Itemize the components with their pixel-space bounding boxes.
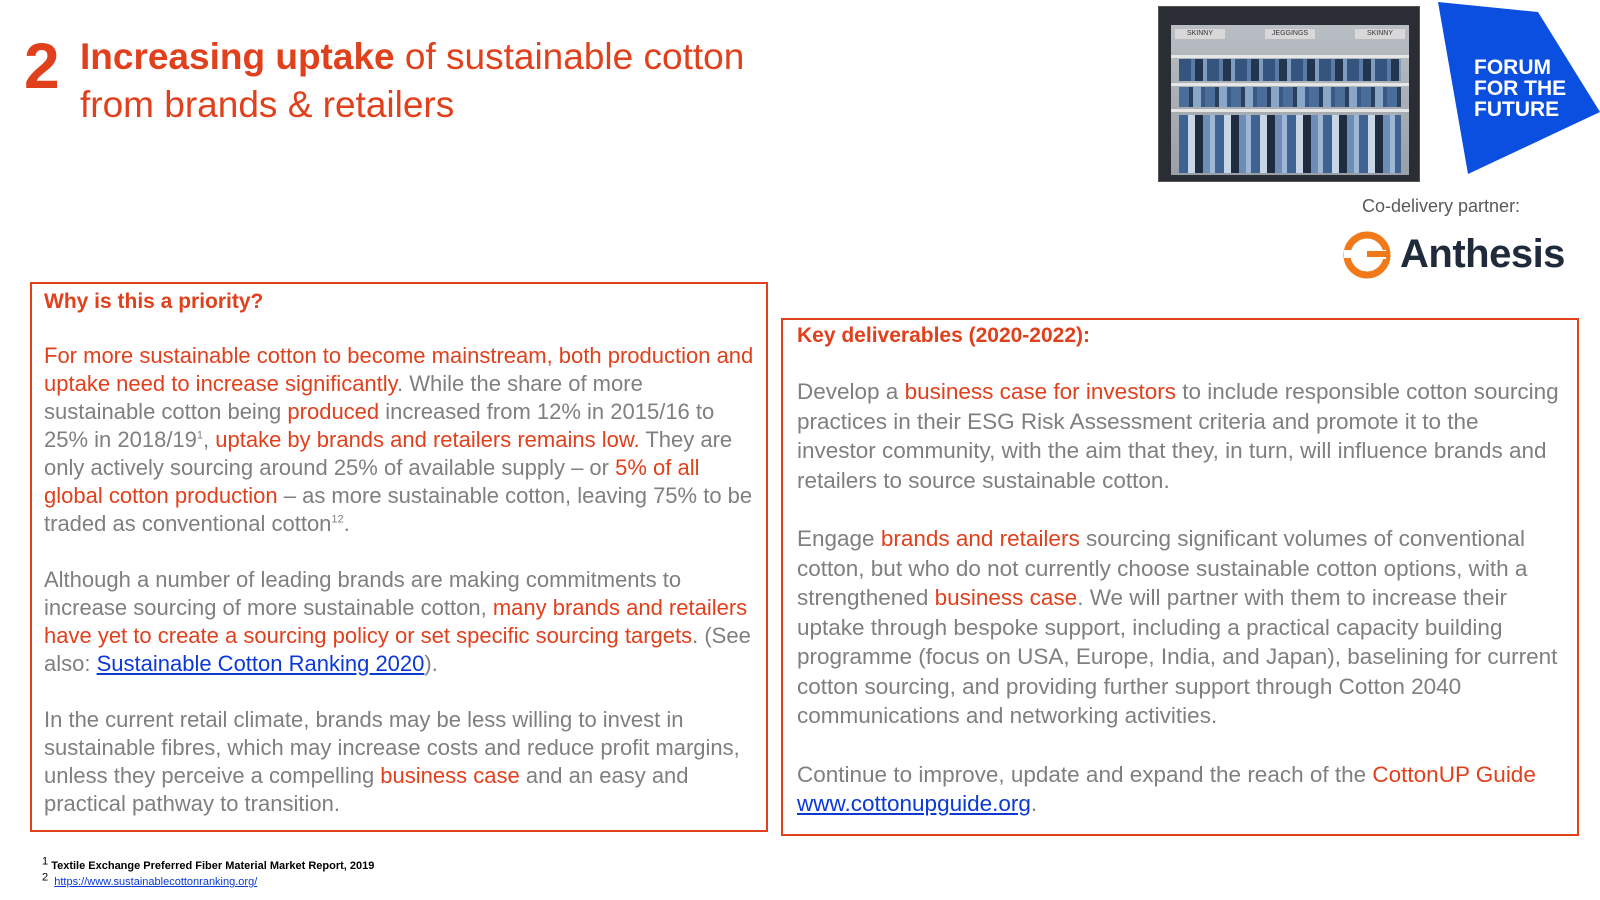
priority-paragraph-3 [44,706,754,818]
highlight-text: produced [287,399,380,424]
jeans-store-photo [1158,6,1420,182]
body-text: . [343,511,350,536]
page-title [80,33,744,129]
highlight-text: business case [380,763,520,788]
highlight-text: For more sustainable cotton to become mainstream, both production and uptake need to increase significantly [44,343,754,396]
body-text: and an easy and practical pathway to transition. [44,763,689,816]
highlight-text: 5% of all global cotton production [44,455,700,508]
body-text: Develop a [797,379,905,404]
highlight-text: many brands and retailers have yet to create a sourcing policy or set specific sourcing targets [44,595,748,648]
body-text: . [1030,791,1038,816]
body-text: Continue to improve, update and expand the reach of the [797,761,1373,787]
body-text: They are only actively sourcing around 25% of available supply – or [44,427,733,480]
priority-paragraph-2 [44,566,754,678]
body-text: Although a number of leading brands are making commitments to increase sourcing of more sustainable cotton, [44,567,682,620]
footnotes [42,855,375,890]
highlight-text: uptake by brands and retailers remains low. [215,427,640,452]
photo-label: SKINNY [1355,29,1405,39]
deliverables-paragraph-2 [797,524,1563,731]
highlight-text: CottonUP Guide [1372,761,1536,787]
forum-for-the-future-logo [1438,2,1600,174]
body-text: . We will partner with them to increase their uptake through bespoke support, including a practical capacity building programme (focus on USA, Europe, India, and Japan), baselining for current cotton sourcing, and providing further support through Cotton 2040 communications and networking activities. [797,585,1558,728]
footnote-2 [42,871,374,890]
body-text: increased from 12% in 2015/16 to 25% in 2018/19 [44,399,715,452]
body-text: Engage [797,526,881,551]
forum-logo-text: FOR THE [1474,77,1567,100]
anthesis-mark-icon [1340,228,1394,282]
photo-label: SKINNY [1175,29,1225,39]
highlight-text: business case [934,585,1078,610]
footnote-1 [42,855,375,874]
highlight-text: business case for investors [904,379,1176,404]
footnote-link[interactable]: https://www.sustainablecottonranking.org/ [54,876,258,888]
body-text: . (See also: [44,623,751,676]
forum-logo-text: FUTURE [1474,98,1560,121]
body-text: In the current retail climate, brands may be less willing to invest in sustainable fibres, which may increase costs and reduce profit margins, unless they perceive a compelling [44,707,740,788]
cottonup-link[interactable]: www.cottonupguide.org [797,791,1031,816]
body-text: sourcing significant volumes of conventional cotton, but who do not currently choose sustainable cotton options, with a strengthened [797,526,1528,610]
codelivery-label: Co-delivery partner: [1362,196,1521,216]
forum-logo-text: FORUM [1474,56,1551,79]
deliverables-paragraph-1 [797,377,1563,495]
body-text: , [203,427,216,452]
deliverables-heading: Key deliverables (2020-2022): [797,324,1091,347]
footnote-mark: 1 [42,855,49,868]
priority-paragraph-1 [44,342,754,538]
anthesis-logo [1340,228,1580,282]
ranking-link[interactable]: Sustainable Cotton Ranking 2020 [96,651,425,676]
body-text: . While the share of more sustainable cotton being [44,371,643,424]
body-text: – as more sustainable cotton, leaving 75% to be traded as conventional cotton [44,483,753,536]
footnote-text: Textile Exchange Preferred Fiber Material Market Report, 2019 [51,860,375,872]
title-bold: Increasing uptake [80,36,395,77]
highlight-text: brands and retailers [880,526,1080,551]
priority-heading: Why is this a priority? [44,290,264,313]
slide-number: 2 [24,30,60,102]
body-text: ). [424,651,438,676]
footnote-mark: 2 [42,871,49,884]
body-text: to include responsible cotton sourcing practices in their ESG Risk Assessment criteria and promote it to the investor community, with the aim that they, in turn, will influence brands and retailers to source sustainable cotton. [797,379,1559,493]
photo-label: JEGGINGS [1265,29,1315,39]
title-rest: of sustainable cotton [394,36,745,77]
anthesis-wordmark: Anthesis [1400,232,1565,276]
footnote-ref: 1 [196,429,204,442]
footnote-ref: 12 [331,513,344,526]
deliverables-box [781,318,1579,836]
deliverables-paragraph-3 [797,760,1563,819]
title-line-2: from brands & retailers [80,84,455,125]
priority-box [30,282,768,832]
